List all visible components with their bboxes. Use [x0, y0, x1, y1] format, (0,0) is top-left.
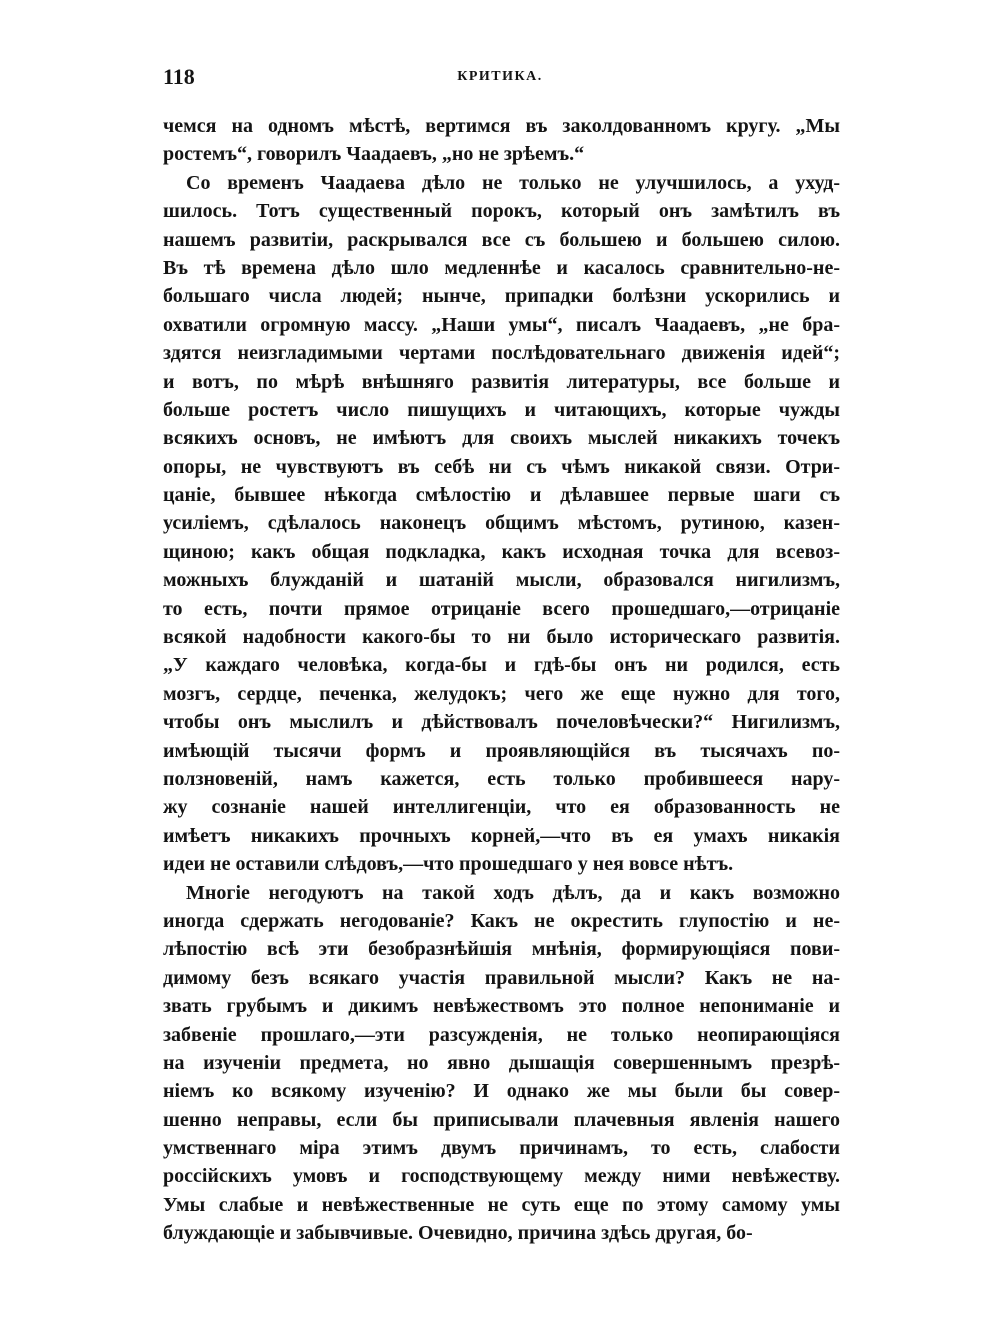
text-line: жу сознаніе нашей интеллигенціи, что ея образованность не [163, 796, 840, 819]
text-line: охватили огромную массу. „Наши умы“, писалъ Чаадаевъ, „не бра- [163, 313, 840, 336]
text-line: щиною; какъ общая подкладка, какъ исходная точка для всевоз- [163, 540, 840, 563]
text-line: можныхъ блужданій и шатаній мысли, образовался нигилизмъ, [163, 569, 840, 592]
text-line: ростемъ“, говорилъ Чаадаевъ, „но не зрѣемъ.“ [163, 143, 585, 166]
text-line: забвеніе прошлаго,—эти разсужденія, не только неопирающіяся [163, 1023, 840, 1046]
text-line: имѣетъ никакихъ прочныхъ корней,—что въ ея умахъ никакія [163, 824, 840, 847]
text-line: усиліемъ, сдѣлалось наконецъ общимъ мѣстомъ, рутиною, казен- [163, 512, 840, 535]
body-text [163, 112, 840, 1248]
paragraph [163, 112, 840, 169]
text-line: на изученіи предмета, но явно дышащія совершеннымъ презрѣ- [163, 1051, 840, 1074]
text-line: чтобы онъ мыслилъ и дѣйствовалъ почеловѣчески?“ Нигилизмъ, [163, 711, 840, 734]
paragraph [163, 169, 840, 879]
text-line: здятся неизгладимыми чертами послѣдовательнаго движенія идей“; [163, 342, 840, 365]
text-line: ніемъ ко всякому изученію? И однако же мы были бы совер- [163, 1080, 840, 1103]
text-line: чемся на одномъ мѣстѣ, вертимся въ заколдованномъ кругу. „Мы [163, 115, 840, 137]
text-line: Многіе негодуютъ на такой ходъ дѣлъ, да и какъ возможно [186, 881, 840, 904]
text-line: блуждающіе и забывчивые. Очевидно, причина здѣсь другая, бо- [163, 1222, 753, 1245]
text-line: россійскихъ умовъ и господствующему между ними невѣжеству. [163, 1165, 840, 1188]
text-line: имѣющій тысячи формъ и проявляющійся въ тысячахъ по- [163, 739, 840, 762]
text-line: иногда сдержать негодованіе? Какъ не окрестить глупостію и не- [163, 909, 840, 932]
text-line: Въ тѣ времена дѣло шло медленнѣе и касалось сравнительно-не- [163, 256, 840, 279]
text-line: нашемъ развитіи, раскрывался все съ большею и большею силою. [163, 228, 840, 251]
text-line: большаго числа людей; нынче, припадки болѣзни ускорились и [163, 285, 840, 308]
text-line: опоры, не чувствуютъ въ себѣ ни съ чѣмъ никакой связи. Отри- [163, 455, 840, 478]
text-line: лѣпостію всѣ эти безобразнѣйшія мнѣнія, формирующіяся пови- [163, 938, 840, 961]
text-line: шенно неправы, если бы приписывали плачевныя явленія нашего [163, 1108, 840, 1131]
text-line: умственнаго міра этимъ двумъ причинамъ, то есть, слабости [163, 1137, 840, 1160]
text-line: димому безъ всякаго участія правильной мысли? Какъ не на- [163, 966, 840, 989]
text-line: Со временъ Чаадаева дѣло не только не улучшилось, а ухуд- [186, 171, 840, 194]
text-line: мозгъ, сердце, печенка, желудокъ; чего же еще нужно для того, [163, 682, 840, 705]
text-line: Умы слабые и невѣжественные не суть еще по этому самому умы [163, 1193, 840, 1216]
text-line: звать грубымъ и дикимъ невѣжествомъ это полное непониманіе и [163, 995, 840, 1018]
text-line: цаніе, бывшее нѣкогда смѣлостію и дѣлавшее первые шаги съ [163, 484, 840, 507]
paragraph [163, 879, 840, 1248]
page-number: 118 [163, 64, 195, 89]
text-line: больше ростетъ число пишущихъ и читающихъ, которые чужды [163, 398, 840, 421]
text-line: ползновеній, намъ кажется, есть только пробившееся нару- [163, 767, 840, 790]
text-line: идеи не оставили слѣдовъ,—что прошедшаго у нея вовсе нѣтъ. [163, 853, 734, 876]
text-line: всякой надобности какого-бы то ни было историческаго развитія. [163, 626, 840, 649]
text-line: и вотъ, по мѣрѣ внѣшняго развитія литературы, все больше и [163, 370, 840, 393]
running-title: КРИТИКА. [457, 69, 543, 84]
text-line: то есть, почти прямое отрицаніе всего прошедшаго,—отрицаніе [163, 597, 840, 620]
text-line: „У каждаго человѣка, когда-бы и гдѣ-бы онъ ни родился, есть [163, 654, 840, 677]
text-line: всякихъ основъ, не имѣютъ для своихъ мыслей никакихъ точекъ [163, 427, 840, 450]
text-line: шилось. Тотъ существенный порокъ, который онъ замѣтилъ въ [163, 200, 840, 223]
